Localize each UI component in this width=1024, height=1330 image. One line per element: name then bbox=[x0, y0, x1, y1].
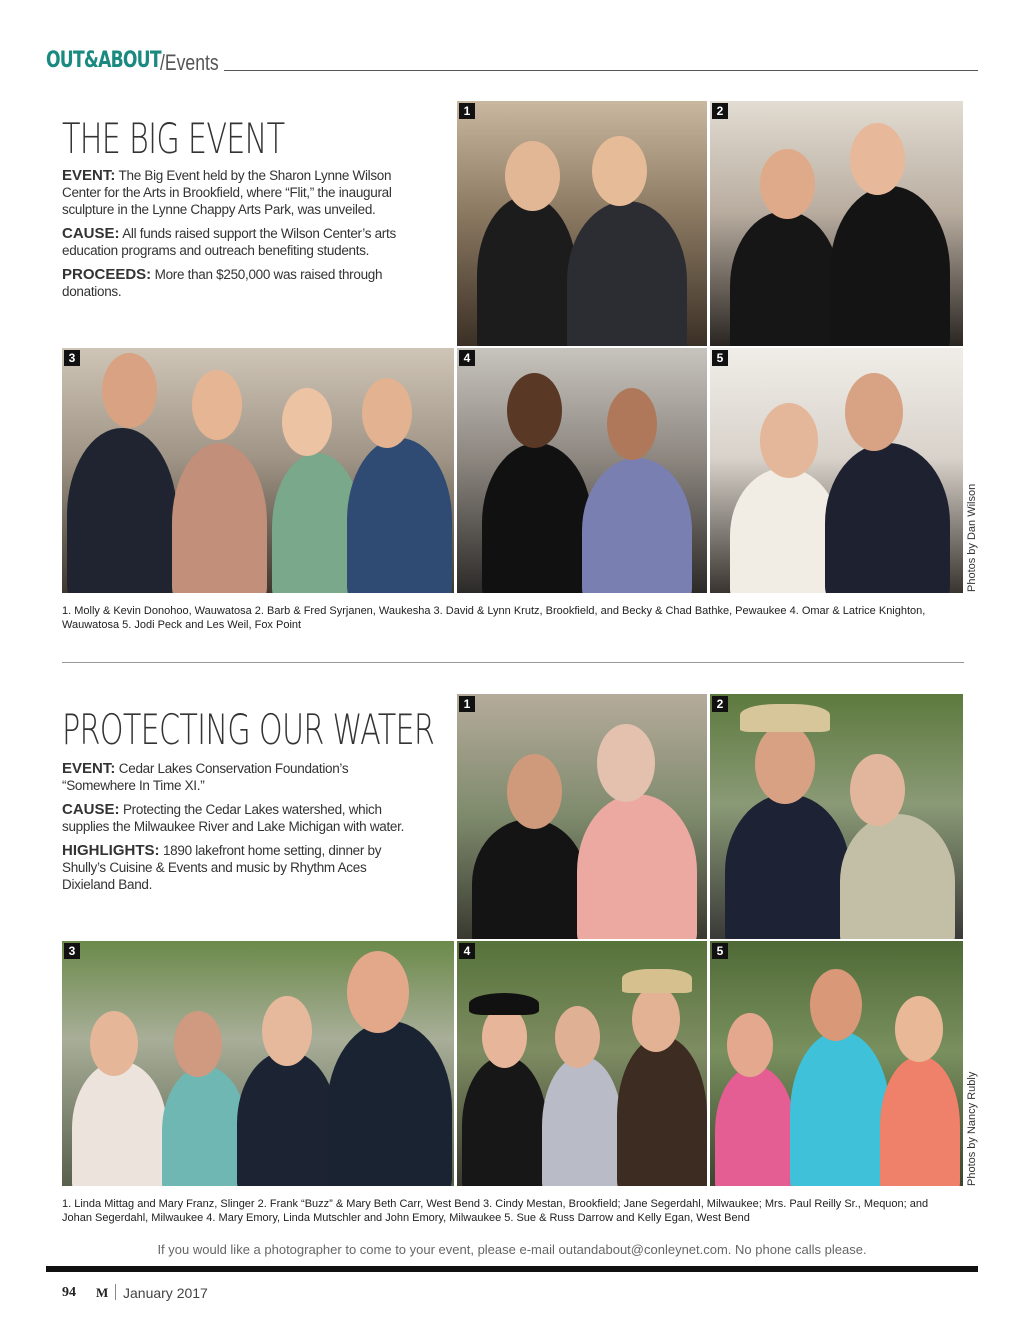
bottom-bar bbox=[46, 1266, 978, 1272]
header-rule bbox=[224, 70, 978, 71]
section2-caption: 1. Linda Mittag and Mary Franz, Slinger 2. Frank “Buzz” & Mary Beth Carr, West Bend 3. Cindy Mestan, Brookfield; Jane Segerdahl, Milwaukee; Mrs. Paul Reilly Sr., Mequon; and Johan Segerdahl, Milwaukee 4. Mary Emory, Linda Mutschler and John Emory, Milwaukee 5. Sue & Russ Darrow and Kelly Egan, West Bend bbox=[62, 1198, 929, 1224]
photo-number: 5 bbox=[712, 943, 728, 959]
footer-divider bbox=[115, 1284, 116, 1300]
photo-credit: Photos by Dan Wilson bbox=[966, 483, 978, 592]
header-events: /Events bbox=[160, 50, 219, 75]
section2-cause bbox=[62, 801, 412, 835]
proceeds-label: PROCEEDS: bbox=[62, 266, 152, 283]
section1-event bbox=[62, 167, 412, 218]
photo-s2-5 bbox=[710, 941, 963, 1186]
photo-s1-5 bbox=[710, 348, 963, 593]
section1-cause bbox=[62, 225, 412, 259]
event-text: Cedar Lakes Conservation Foundation’s “Somewhere In Time XI.” bbox=[62, 761, 349, 793]
cause-text: Protecting the Cedar Lakes watershed, which supplies the Milwaukee River and Lake Michigan with water. bbox=[62, 802, 405, 834]
section1-proceeds bbox=[62, 266, 412, 300]
event-label: EVENT: bbox=[62, 167, 116, 184]
issue-date: January 2017 bbox=[123, 1285, 208, 1301]
photo-number: 1 bbox=[459, 696, 475, 712]
magazine-logo: M bbox=[96, 1285, 109, 1300]
photo-s2-3 bbox=[62, 941, 454, 1186]
section-header bbox=[46, 48, 978, 78]
proceeds-text: More than $250,000 was raised through donations. bbox=[62, 267, 383, 299]
photo-s2-4 bbox=[457, 941, 707, 1186]
highlights-label: HIGHLIGHTS: bbox=[62, 842, 160, 859]
section1-info bbox=[62, 167, 412, 307]
photo-number: 3 bbox=[64, 350, 80, 366]
photo-number: 1 bbox=[459, 103, 475, 119]
photo-s2-2 bbox=[710, 694, 963, 939]
cause-label: CAUSE: bbox=[62, 801, 120, 818]
header-out-about: OUT&ABOUT bbox=[46, 48, 161, 73]
photo-number: 2 bbox=[712, 103, 728, 119]
page-number: 94 bbox=[62, 1285, 76, 1300]
photo-number: 2 bbox=[712, 696, 728, 712]
section1-title: THE BIG EVENT bbox=[62, 114, 285, 163]
photo-number: 4 bbox=[459, 350, 475, 366]
event-text: The Big Event held by the Sharon Lynne Wilson Center for the Arts in Brookfield, where “Flit,” the inaugural sculpture in the Lynne Chappy Arts Park, was unveiled. bbox=[62, 168, 392, 217]
photo-credit: Photos by Nancy Rubly bbox=[966, 1071, 978, 1186]
photo-s2-1 bbox=[457, 694, 707, 939]
cause-text: All funds raised support the Wilson Center’s arts education programs and outreach benefiting students. bbox=[62, 226, 396, 258]
section2-highlights bbox=[62, 842, 412, 893]
section-divider bbox=[62, 662, 964, 663]
photo-s1-2 bbox=[710, 101, 963, 346]
photo-number: 5 bbox=[712, 350, 728, 366]
photo-number: 3 bbox=[64, 943, 80, 959]
photo-number: 4 bbox=[459, 943, 475, 959]
section2-event bbox=[62, 760, 412, 794]
photo-s1-1 bbox=[457, 101, 707, 346]
photo-s1-4 bbox=[457, 348, 707, 593]
highlights-text: 1890 lakefront home setting, dinner by Shully’s Cuisine & Events and music by Rhythm Aces Dixieland Band. bbox=[62, 843, 382, 892]
section2-info bbox=[62, 760, 412, 900]
footer-note: If you would like a photographer to come to your event, please e-mail outandabout@conleynet.com. No phone calls please. bbox=[157, 1242, 867, 1257]
cause-label: CAUSE: bbox=[62, 225, 120, 242]
section1-caption: 1. Molly & Kevin Donohoo, Wauwatosa 2. Barb & Fred Syrjanen, Waukesha 3. David & Lynn Krutz, Brookfield, and Becky & Chad Bathke, Pewaukee 4. Omar & Latrice Knighton, Wauwatosa 5. Jodi Peck and Les Weil, Fox Point bbox=[62, 605, 926, 631]
event-label: EVENT: bbox=[62, 760, 116, 777]
photo-s1-3 bbox=[62, 348, 454, 593]
section2-title: PROTECTING OUR WATER bbox=[62, 705, 435, 754]
